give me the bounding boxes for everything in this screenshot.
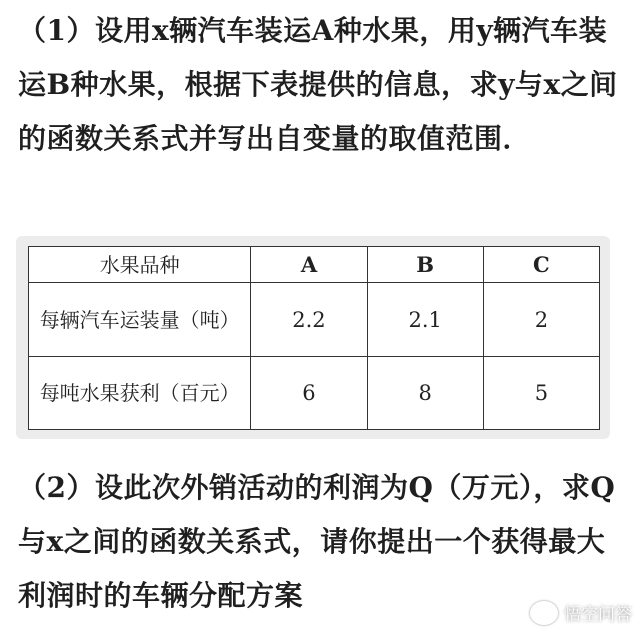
table-row-capacity — [29, 283, 600, 357]
fruit-table — [28, 246, 600, 430]
header-a: A — [251, 247, 367, 283]
table-container — [16, 236, 610, 439]
row-label-profit: 每吨水果获利（百元） — [29, 357, 251, 430]
row-label-capacity: 每辆汽车运装量（吨） — [29, 283, 251, 357]
watermark-text: 悟空问答 — [564, 605, 632, 625]
watermark — [530, 600, 632, 625]
profit-b: 8 — [367, 357, 483, 430]
question-part-1: （1）设用x辆汽车装运A种水果，用y辆汽车装运B种水果，根据下表提供的信息，求y与x之间的函数关系式并写出自变量的取值范围． — [18, 14, 618, 155]
profit-a: 6 — [251, 357, 367, 430]
header-b: B — [367, 247, 483, 283]
header-fruit-type: 水果品种 — [29, 247, 251, 283]
wukong-logo-icon — [530, 601, 558, 625]
profit-c: 5 — [483, 357, 599, 430]
table-row-profit — [29, 357, 600, 430]
capacity-c: 2 — [483, 283, 599, 357]
question-part-2: （2）设此次外销活动的利润为Q（万元），求Q与x之间的函数关系式，请你提出一个获得最大利润时的车辆分配方案 — [18, 471, 616, 612]
header-c: C — [483, 247, 599, 283]
capacity-b: 2.1 — [367, 283, 483, 357]
capacity-a: 2.2 — [251, 283, 367, 357]
table-header-row — [29, 247, 600, 283]
